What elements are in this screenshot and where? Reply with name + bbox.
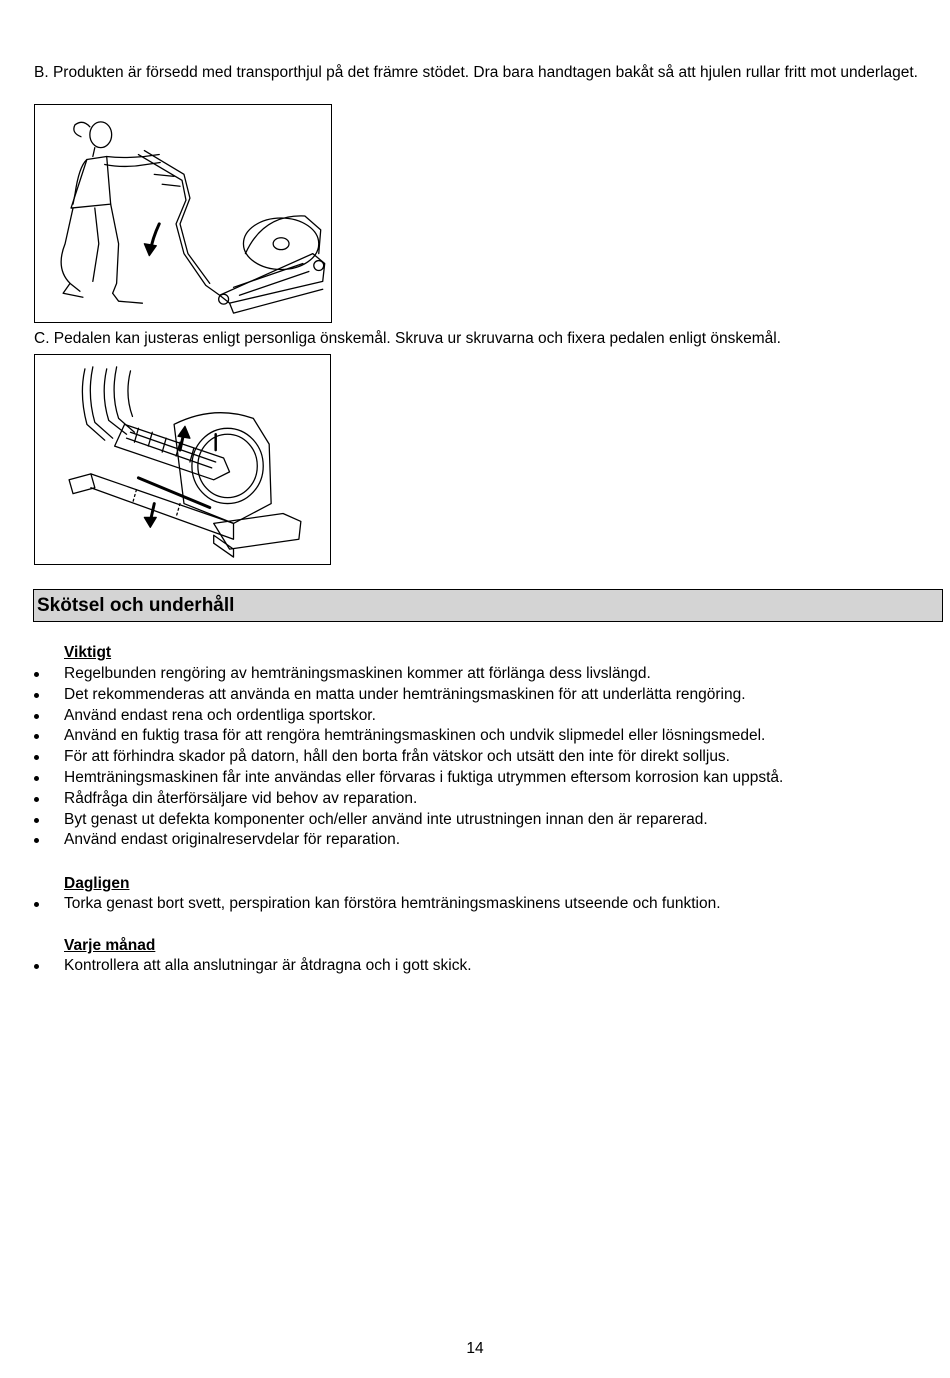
list-item: Kontrollera att alla anslutningar är åtdragna och i gott skick.	[0, 956, 930, 977]
bullet-icon	[34, 838, 39, 843]
page-number: 14	[466, 1340, 484, 1357]
bullet-icon	[34, 818, 39, 823]
transport-illustration	[34, 104, 332, 323]
monthly-list	[0, 956, 930, 977]
list-item: Det rekommenderas att använda en matta under hemträningsmaskinen för att underlätta rengöring.	[0, 685, 930, 706]
transport-instruction: B. Produkten är försedd med transporthjul på det främre stödet. Dra bara handtagen bakåt så att hjulen rullar fritt mot underlaget.	[34, 64, 918, 81]
bullet-icon	[34, 714, 39, 719]
list-item: Använd en fuktig trasa för att rengöra hemträningsmaskinen och undvik slipmedel eller lösningsmedel.	[0, 726, 930, 747]
pedal-adjustment-drawing	[35, 355, 330, 564]
list-item: Regelbunden rengöring av hemträningsmaskinen kommer att förlänga dess livslängd.	[0, 664, 930, 685]
bullet-icon	[34, 902, 39, 907]
list-item: För att förhindra skador på datorn, håll den borta från vätskor och utsätt den inte för direkt solljus.	[0, 747, 930, 768]
monthly-heading: Varje månad	[64, 937, 156, 954]
list-item: Rådfråga din återförsäljare vid behov av reparation.	[0, 789, 930, 810]
bullet-icon	[34, 776, 39, 781]
pedal-adjustment-illustration	[34, 354, 331, 565]
bullet-icon	[34, 755, 39, 760]
daily-heading: Dagligen	[64, 875, 130, 892]
pedal-instruction: C. Pedalen kan justeras enligt personliga önskemål. Skruva ur skruvarna och fixera pedalen enligt önskemål.	[34, 330, 781, 347]
list-item: Byt genast ut defekta komponenter och/eller använd inte utrustningen innan den är reparerad.	[0, 810, 930, 831]
bullet-icon	[34, 693, 39, 698]
daily-list	[0, 894, 930, 915]
bullet-icon	[34, 964, 39, 969]
list-item: Använd endast originalreservdelar för reparation.	[0, 830, 930, 851]
bullet-icon	[34, 734, 39, 739]
list-item: Hemträningsmaskinen får inte användas eller förvaras i fuktiga utrymmen eftersom korrosion kan uppstå.	[0, 768, 930, 789]
important-heading: Viktigt	[64, 644, 112, 661]
list-item: Torka genast bort svett, perspiration kan förstöra hemträningsmaskinens utseende och funktion.	[0, 894, 930, 915]
bullet-icon	[34, 672, 39, 677]
bullet-icon	[34, 797, 39, 802]
care-section-heading: Skötsel och underhåll	[33, 589, 943, 622]
list-item: Använd endast rena och ordentliga sportskor.	[0, 706, 930, 727]
woman-moving-trainer-drawing	[35, 105, 331, 322]
important-list	[0, 664, 930, 851]
